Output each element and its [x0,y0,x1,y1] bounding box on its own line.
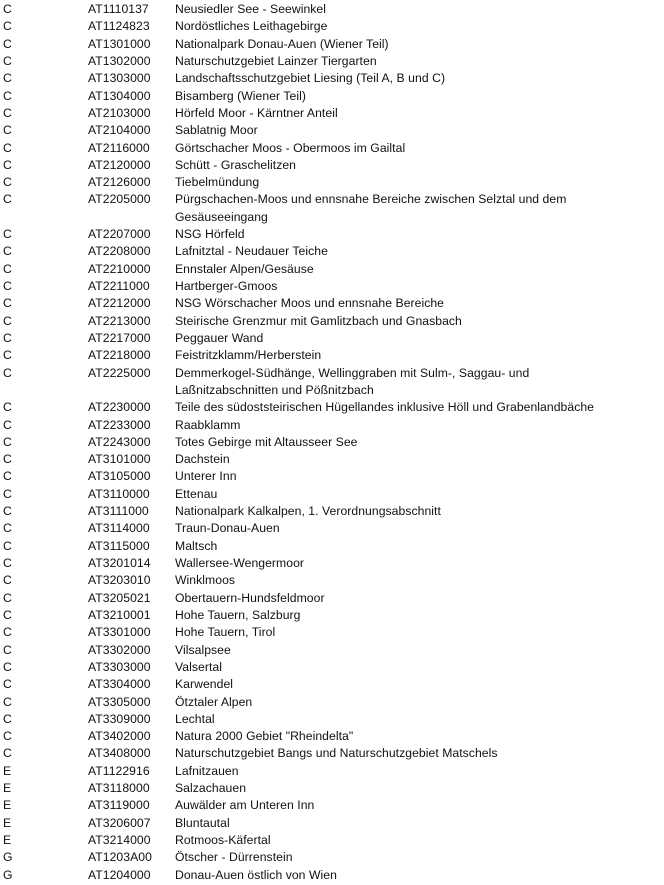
site-name: Bluntautal [175,815,230,830]
site-code: AT2205000 [88,192,151,207]
site-row [0,105,664,122]
site-category: C [3,261,12,276]
site-category: C [3,192,12,207]
site-name: Dachstein [175,452,230,467]
site-name: Ettenau [175,486,218,501]
site-name: Steirische Grenzmur mit Gamlitzbach und Gnasbach [175,313,462,328]
site-code: AT3105000 [88,469,151,484]
site-row [0,780,664,797]
site-row [0,832,664,849]
site-name: Obertauern-Hundsfeldmoor [175,590,325,605]
site-category: E [3,798,12,813]
site-category: E [3,833,12,847]
site-code: AT1302000 [88,53,151,68]
site-name: Peggauer Wand [175,330,264,345]
site-row [0,243,664,260]
site-row [0,745,664,762]
site-name: Nationalpark Kalkalpen, 1. Verordnungsabschnitt [175,504,441,519]
site-row [0,417,664,434]
site-code: AT1203A00 [88,850,152,865]
site-category: C [3,36,12,51]
site-row [0,295,664,312]
site-row [0,1,664,18]
site-name: Maltsch [175,538,218,553]
site-code: AT2212000 [88,296,151,311]
site-code: AT2225000 [88,365,151,380]
site-name: Raabklamm [175,417,241,432]
site-code: AT3214000 [88,833,151,847]
site-category: C [3,244,12,259]
site-code: AT3408000 [88,746,151,761]
site-name: Unterer Inn [175,469,237,484]
site-row [0,555,664,572]
site-code: AT2208000 [88,244,151,259]
site-row [0,174,664,191]
site-category: C [3,677,12,692]
site-category: C [3,590,12,605]
site-code: AT1110137 [88,2,149,16]
site-code: AT2211000 [88,279,150,293]
site-code: AT3206007 [88,815,151,830]
site-code: AT2218000 [88,348,151,363]
site-name: Vilsalpsee [175,642,231,657]
site-category: C [3,607,12,622]
site-row [0,659,664,676]
site-row [0,157,664,174]
site-row [0,347,664,364]
site-name: Ötscher - Dürrenstein [175,850,293,865]
site-code: AT3118000 [88,781,150,796]
site-row [0,140,664,157]
site-code: AT1124823 [88,19,150,34]
site-name: Naturschutzgebiet Bangs und Naturschutzgebiet Matschels [175,746,498,761]
site-name: NSG Hörfeld [175,227,245,242]
site-category: E [3,815,12,830]
site-name: Naturschutzgebiet Lainzer Tiergarten [175,53,377,68]
site-code: AT3210001 [88,607,151,622]
site-code: AT3301000 [88,625,151,640]
site-category: C [3,71,12,86]
site-name: Ötztaler Alpen [175,694,253,709]
site-code: AT2243000 [88,434,151,449]
site-code: AT3304000 [88,677,151,692]
site-code: AT3309000 [88,711,151,726]
site-name: Neusiedler See - Seewinkel [175,2,327,16]
site-row [0,278,664,295]
site-code: AT3101000 [88,452,151,467]
site-name: Hohe Tauern, Tirol [175,625,276,640]
site-category: C [3,521,12,536]
site-row [0,642,664,659]
site-row [0,676,664,693]
site-code: AT3201014 [88,556,151,570]
site-category: C [3,2,12,16]
site-row [0,399,664,416]
site-row [0,261,664,278]
site-category: C [3,313,12,328]
site-code: AT2126000 [88,175,151,190]
site-code: AT2116000 [88,140,150,155]
site-row [0,88,664,105]
site-code: AT3205021 [88,590,151,605]
site-row [0,590,664,607]
site-category: C [3,504,12,519]
site-category: C [3,469,12,484]
site-code: AT1204000 [88,867,151,882]
site-name: Görtschacher Moos - Obermoos im Gailtal [175,140,406,155]
site-name: Pürgschachen-Moos und ennsnahe Bereiche zwischen Selztal und dem Gesäuseeingang [175,192,567,224]
site-category: C [3,53,12,68]
site-code: AT3203010 [88,573,151,588]
site-category: C [3,452,12,467]
site-name: Lafnitztal - Neudauer Teiche [175,244,328,259]
site-name: Karwendel [175,677,234,692]
site-category: C [3,140,12,155]
site-category: E [3,763,12,778]
site-name: Donau-Auen östlich von Wien [175,867,337,882]
site-code: AT1122916 [88,763,150,778]
site-row [0,607,664,624]
site-name: Rotmoos-Käfertal [175,833,271,847]
site-category: C [3,538,12,553]
site-category: C [3,556,12,570]
site-name: Nordöstliches Leithagebirge [175,19,328,34]
site-row [0,18,664,35]
site-row [0,711,664,728]
site-category: C [3,642,12,657]
site-row [0,849,664,866]
site-name: Landschaftsschutzgebiet Liesing (Teil A, B und C) [175,71,446,86]
site-category: C [3,88,12,103]
site-row [0,434,664,451]
site-code: AT3111000 [88,504,149,519]
site-row [0,624,664,641]
site-category: G [3,867,13,882]
site-code: AT3402000 [88,729,151,744]
site-category: C [3,659,12,674]
site-row [0,122,664,139]
site-row [0,70,664,87]
site-name: Natura 2000 Gebiet "Rheindelta" [175,729,354,744]
site-code: AT2207000 [88,227,151,242]
site-code: AT3305000 [88,694,151,709]
site-name: Auwälder am Unteren Inn [175,798,315,813]
site-name: Wallersee-Wengermoor [175,556,305,570]
site-row [0,797,664,814]
site-row [0,538,664,555]
site-code: AT1303000 [88,71,151,86]
site-name: Tiebelmündung [175,175,260,190]
site-row [0,313,664,330]
site-category: C [3,348,12,363]
site-row [0,520,664,537]
site-code: AT3302000 [88,642,151,657]
site-category: C [3,694,12,709]
site-category: G [3,850,13,865]
site-code: AT2104000 [88,123,151,138]
site-category: C [3,746,12,761]
site-code: AT3115000 [88,538,150,553]
site-name: Teile des südoststeirischen Hügellandes inklusive Höll und Grabenlandbäche [175,400,595,415]
site-category: C [3,296,12,311]
site-name: Schütt - Graschelitzen [175,157,296,172]
site-row [0,572,664,589]
site-category: C [3,175,12,190]
site-row [0,867,664,884]
site-row [0,365,664,400]
site-code: AT3110000 [88,486,150,501]
site-row [0,191,664,226]
site-category: C [3,400,12,415]
site-name: Bisamberg (Wiener Teil) [175,88,306,103]
site-row [0,763,664,780]
site-code: AT2210000 [88,261,151,276]
site-list [0,1,664,884]
site-category: E [3,781,12,796]
site-category: C [3,330,12,345]
site-code: AT2233000 [88,417,151,432]
site-row [0,226,664,243]
site-code: AT3119000 [88,798,150,813]
site-name: Nationalpark Donau-Auen (Wiener Teil) [175,36,389,51]
site-category: C [3,279,12,293]
site-name: Hörfeld Moor - Kärntner Anteil [175,105,338,120]
site-code: AT2217000 [88,330,151,345]
site-name: Hartberger-Gmoos [175,279,278,293]
site-name: Lafnitzauen [175,763,239,778]
site-category: C [3,19,12,34]
site-name: Totes Gebirge mit Altausseer See [175,434,358,449]
site-category: C [3,227,12,242]
site-name: Sablatnig Moor [175,123,258,138]
site-category: C [3,486,12,501]
site-row [0,728,664,745]
site-category: C [3,105,12,120]
site-row [0,451,664,468]
site-category: C [3,711,12,726]
site-code: AT2103000 [88,105,151,120]
site-name: Demmerkogel-Südhänge, Wellinggraben mit Sulm-, Saggau- und Laßnitzabschnitten und Pößnitzbach [175,365,530,397]
site-code: AT2120000 [88,157,151,172]
site-code: AT3303000 [88,659,151,674]
site-row [0,53,664,70]
site-row [0,486,664,503]
site-code: AT3114000 [88,521,150,536]
site-category: C [3,417,12,432]
site-row [0,815,664,832]
site-row [0,330,664,347]
site-name: Salzachauen [175,781,247,796]
site-code: AT2230000 [88,400,151,415]
site-name: Hohe Tauern, Salzburg [175,607,301,622]
site-name: Feistritzklamm/Herberstein [175,348,322,363]
site-name: Lechtal [175,711,215,726]
site-row [0,694,664,711]
site-row [0,503,664,520]
site-category: C [3,157,12,172]
site-name: NSG Wörschacher Moos und ennsnahe Bereiche [175,296,445,311]
site-code: AT1301000 [88,36,151,51]
site-category: C [3,729,12,744]
site-code: AT2213000 [88,313,151,328]
site-category: C [3,573,12,588]
site-category: C [3,434,12,449]
site-code: AT1304000 [88,88,151,103]
site-category: C [3,625,12,640]
site-name: Traun-Donau-Auen [175,521,280,536]
site-category: C [3,365,12,380]
site-category: C [3,123,12,138]
site-name: Ennstaler Alpen/Gesäuse [175,261,314,276]
site-row [0,36,664,53]
site-row [0,468,664,485]
site-name: Winklmoos [175,573,236,588]
site-name: Valsertal [175,659,222,674]
